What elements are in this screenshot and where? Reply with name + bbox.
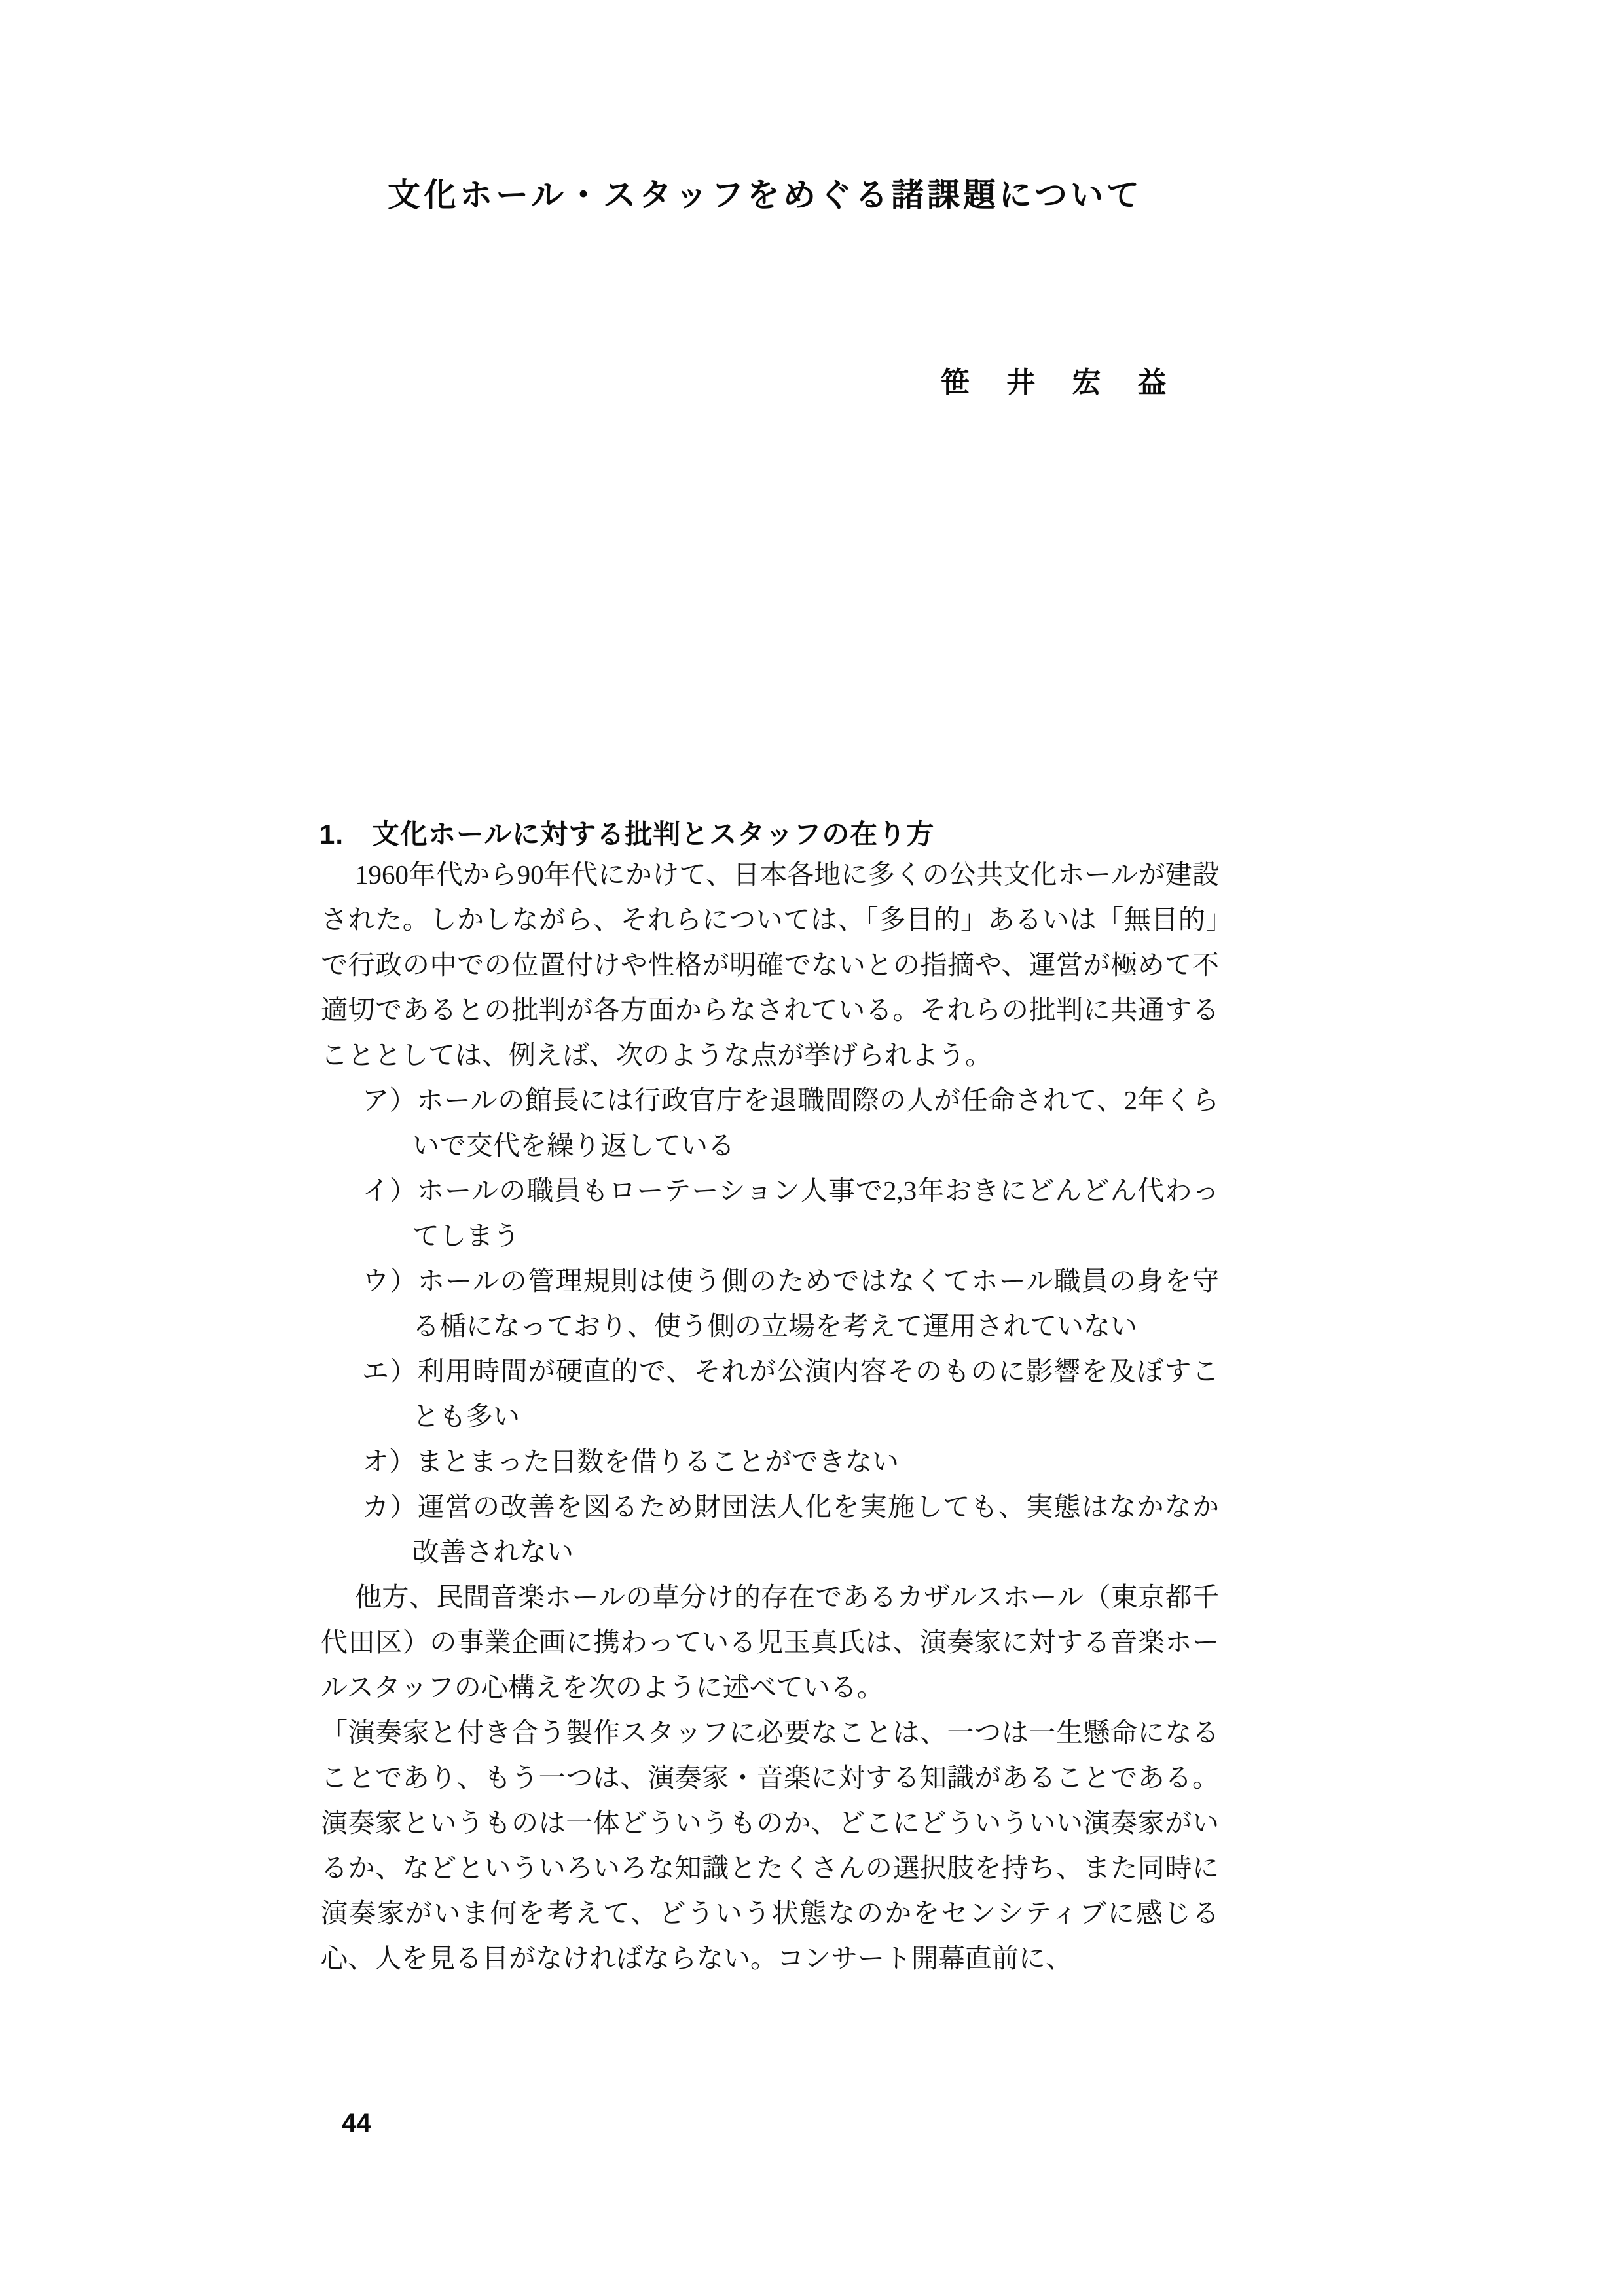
paragraph-kodama: 他方、民間音楽ホールの草分け的存在であるカザルスホール（東京都千代田区）の事業企画に携わっている児玉真氏は、演奏家に対する音楽ホールスタッフの心構えを次のように述べている。 (321, 1582, 1219, 1702)
page-title: 文化ホール・スタッフをめぐる諸課題について (388, 177, 1142, 213)
list-item (321, 1439, 1219, 1484)
list-item-text: ホールの職員もローテーション人事で2,3年おきにどんどん代わってしまう (412, 1175, 1219, 1251)
section-heading: 1. 文化ホールに対する批判とスタッフの在り方 (319, 819, 935, 850)
list-item (321, 1484, 1219, 1575)
paragraph-quote: 「演奏家と付き合う製作スタッフに必要なことは、一つは一生懸命になることであり、もう一つは、演奏家・音楽に対する知識があることである。演奏家というものは一体どういうものか、どこにどういういい演奏家がいるか、などといういろいろな知識とたくさんの選択肢を持ち、また同時に演奏家がいま何を考えて、どういう状態なのかをセンシティブに感じる心、人を見る目がなければならない。コンサート開幕直前に、 (321, 1717, 1219, 1973)
body-text (321, 852, 1219, 1981)
list-marker: ウ） (362, 1266, 418, 1296)
page-number: 44 (342, 2109, 371, 2138)
list-item-text: まとまった日数を借りることができない (416, 1446, 899, 1477)
paragraph-intro: 1960年代から90年代にかけて、日本各地に多くの公共文化ホールが建設された。しかしながら、それらについては、「多目的」あるいは「無目的」で行政の中での位置付けや性格が明確でないとの指摘や、運営が極めて不適切であるとの批判が各方面からなされている。それらの批判に共通することとしては、例えば、次のような点が挙げられよう。 (321, 859, 1219, 1070)
criticism-list (321, 1078, 1219, 1575)
list-item (321, 1078, 1219, 1168)
list-marker: ア） (362, 1085, 417, 1115)
list-item (321, 1349, 1219, 1439)
list-marker: イ） (362, 1175, 418, 1206)
list-marker: カ） (362, 1492, 418, 1522)
list-item-text: ホールの館長には行政官庁を退職間際の人が任命されて、2年くらいで交代を繰り返している (412, 1085, 1220, 1160)
author-name: 笹 井 宏 益 (941, 367, 1181, 399)
list-item (321, 1168, 1219, 1259)
list-item-text: 運営の改善を図るため財団法人化を実施しても、実態はなかなか改善されない (412, 1492, 1220, 1567)
list-marker: オ） (362, 1446, 416, 1477)
list-item-text: ホールの管理規則は使う側のためではなくてホール職員の身を守る楯になっており、使う側の立場を考えて運用されていない (412, 1266, 1220, 1341)
list-marker: エ） (362, 1356, 418, 1386)
list-item-text: 利用時間が硬直的で、それが公演内容そのものに影響を及ぼすことも多い (412, 1356, 1219, 1431)
list-item (321, 1259, 1219, 1349)
